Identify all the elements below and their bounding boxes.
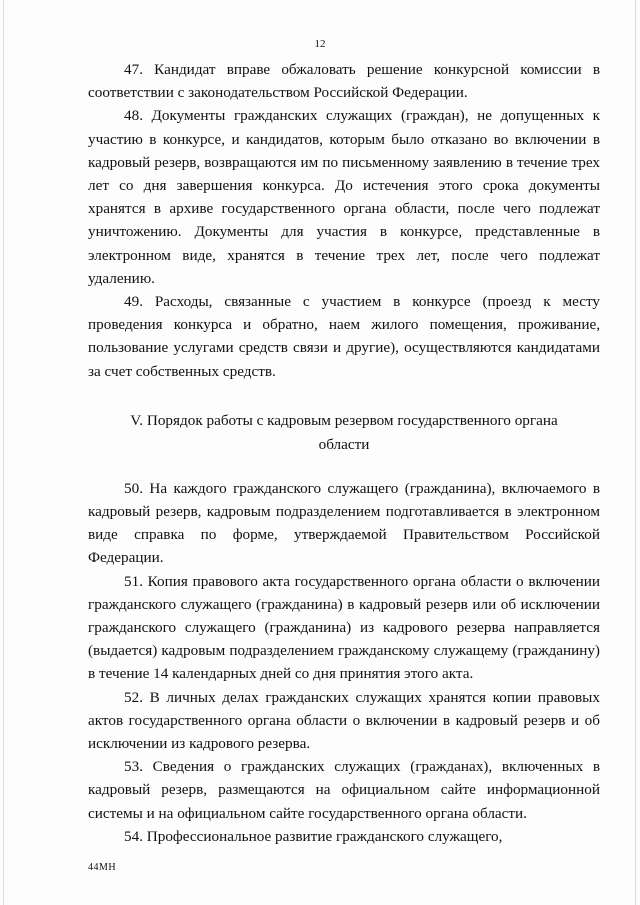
paragraph-49: 49. Расходы, связанные с участием в конкурсе (проезд к месту проведения конкурса и обратно, наем жилого помещения, проживание, пользование услугами средств связи и другие), осуществляются кандидатами за счет собственных средств. — [88, 293, 600, 380]
paragraph-47: 47. Кандидат вправе обжаловать решение конкурсной комиссии в соответствии с законодательством Российской Федерации. — [88, 61, 600, 102]
footer-code: 44МН — [88, 862, 117, 873]
section-heading-line-2: области — [318, 435, 370, 453]
paragraph-50: 50. На каждого гражданского служащего (гражданина), включаемого в кадровый резерв, кадровым подразделением подготавливается в электронном виде справка по форме, утверждаемой Правительством Российской Федерации. — [88, 479, 600, 567]
paragraph-53: 53. Сведения о гражданских служащих (гражданах), включенных в кадровый резерв, размещаются на официальном сайте информационной системы и на официальном сайте государственного органа области. — [88, 758, 600, 822]
page-edge-left — [3, 0, 4, 905]
section-heading-line-1: V. Порядок работы с кадровым резервом государственного органа — [130, 411, 558, 429]
page-number: 12 — [314, 38, 326, 50]
paragraph-48: 48. Документы гражданских служащих (граждан), не допущенных к участию в конкурсе, и кандидатов, которым было отказано во включении в кадровый резерв, возвращаются им по письменному заявлению в течение трех лет со дня завершения конкурса. До истечения этого срока документы хранятся в архиве государственного органа области, после чего подлежат уничтожению. Документы для участия в конкурсе, представленные в электронном виде, хранятся в течение трех лет, после чего подлежат удалению. — [88, 107, 600, 287]
paragraph-52: 52. В личных делах гражданских служащих хранятся копии правовых актов государственного органа области о включении в кадровый резерв и об исключении из кадрового резерва. — [88, 688, 600, 753]
section-heading — [88, 409, 600, 457]
paragraph-54: 54. Профессиональное развитие гражданского служащего, — [124, 827, 503, 845]
document-body — [88, 58, 600, 848]
page-edge-right — [635, 0, 636, 905]
paragraph-51: 51. Копия правового акта государственного органа области о включении гражданского служащего (гражданина) в кадровый резерв или об исключении гражданского служащего (гражданина) из кадрового резерва направляется (выдается) кадровым подразделением гражданскому служащему (гражданину) в течение 14 календарных дней со дня принятия этого акта. — [88, 572, 600, 683]
